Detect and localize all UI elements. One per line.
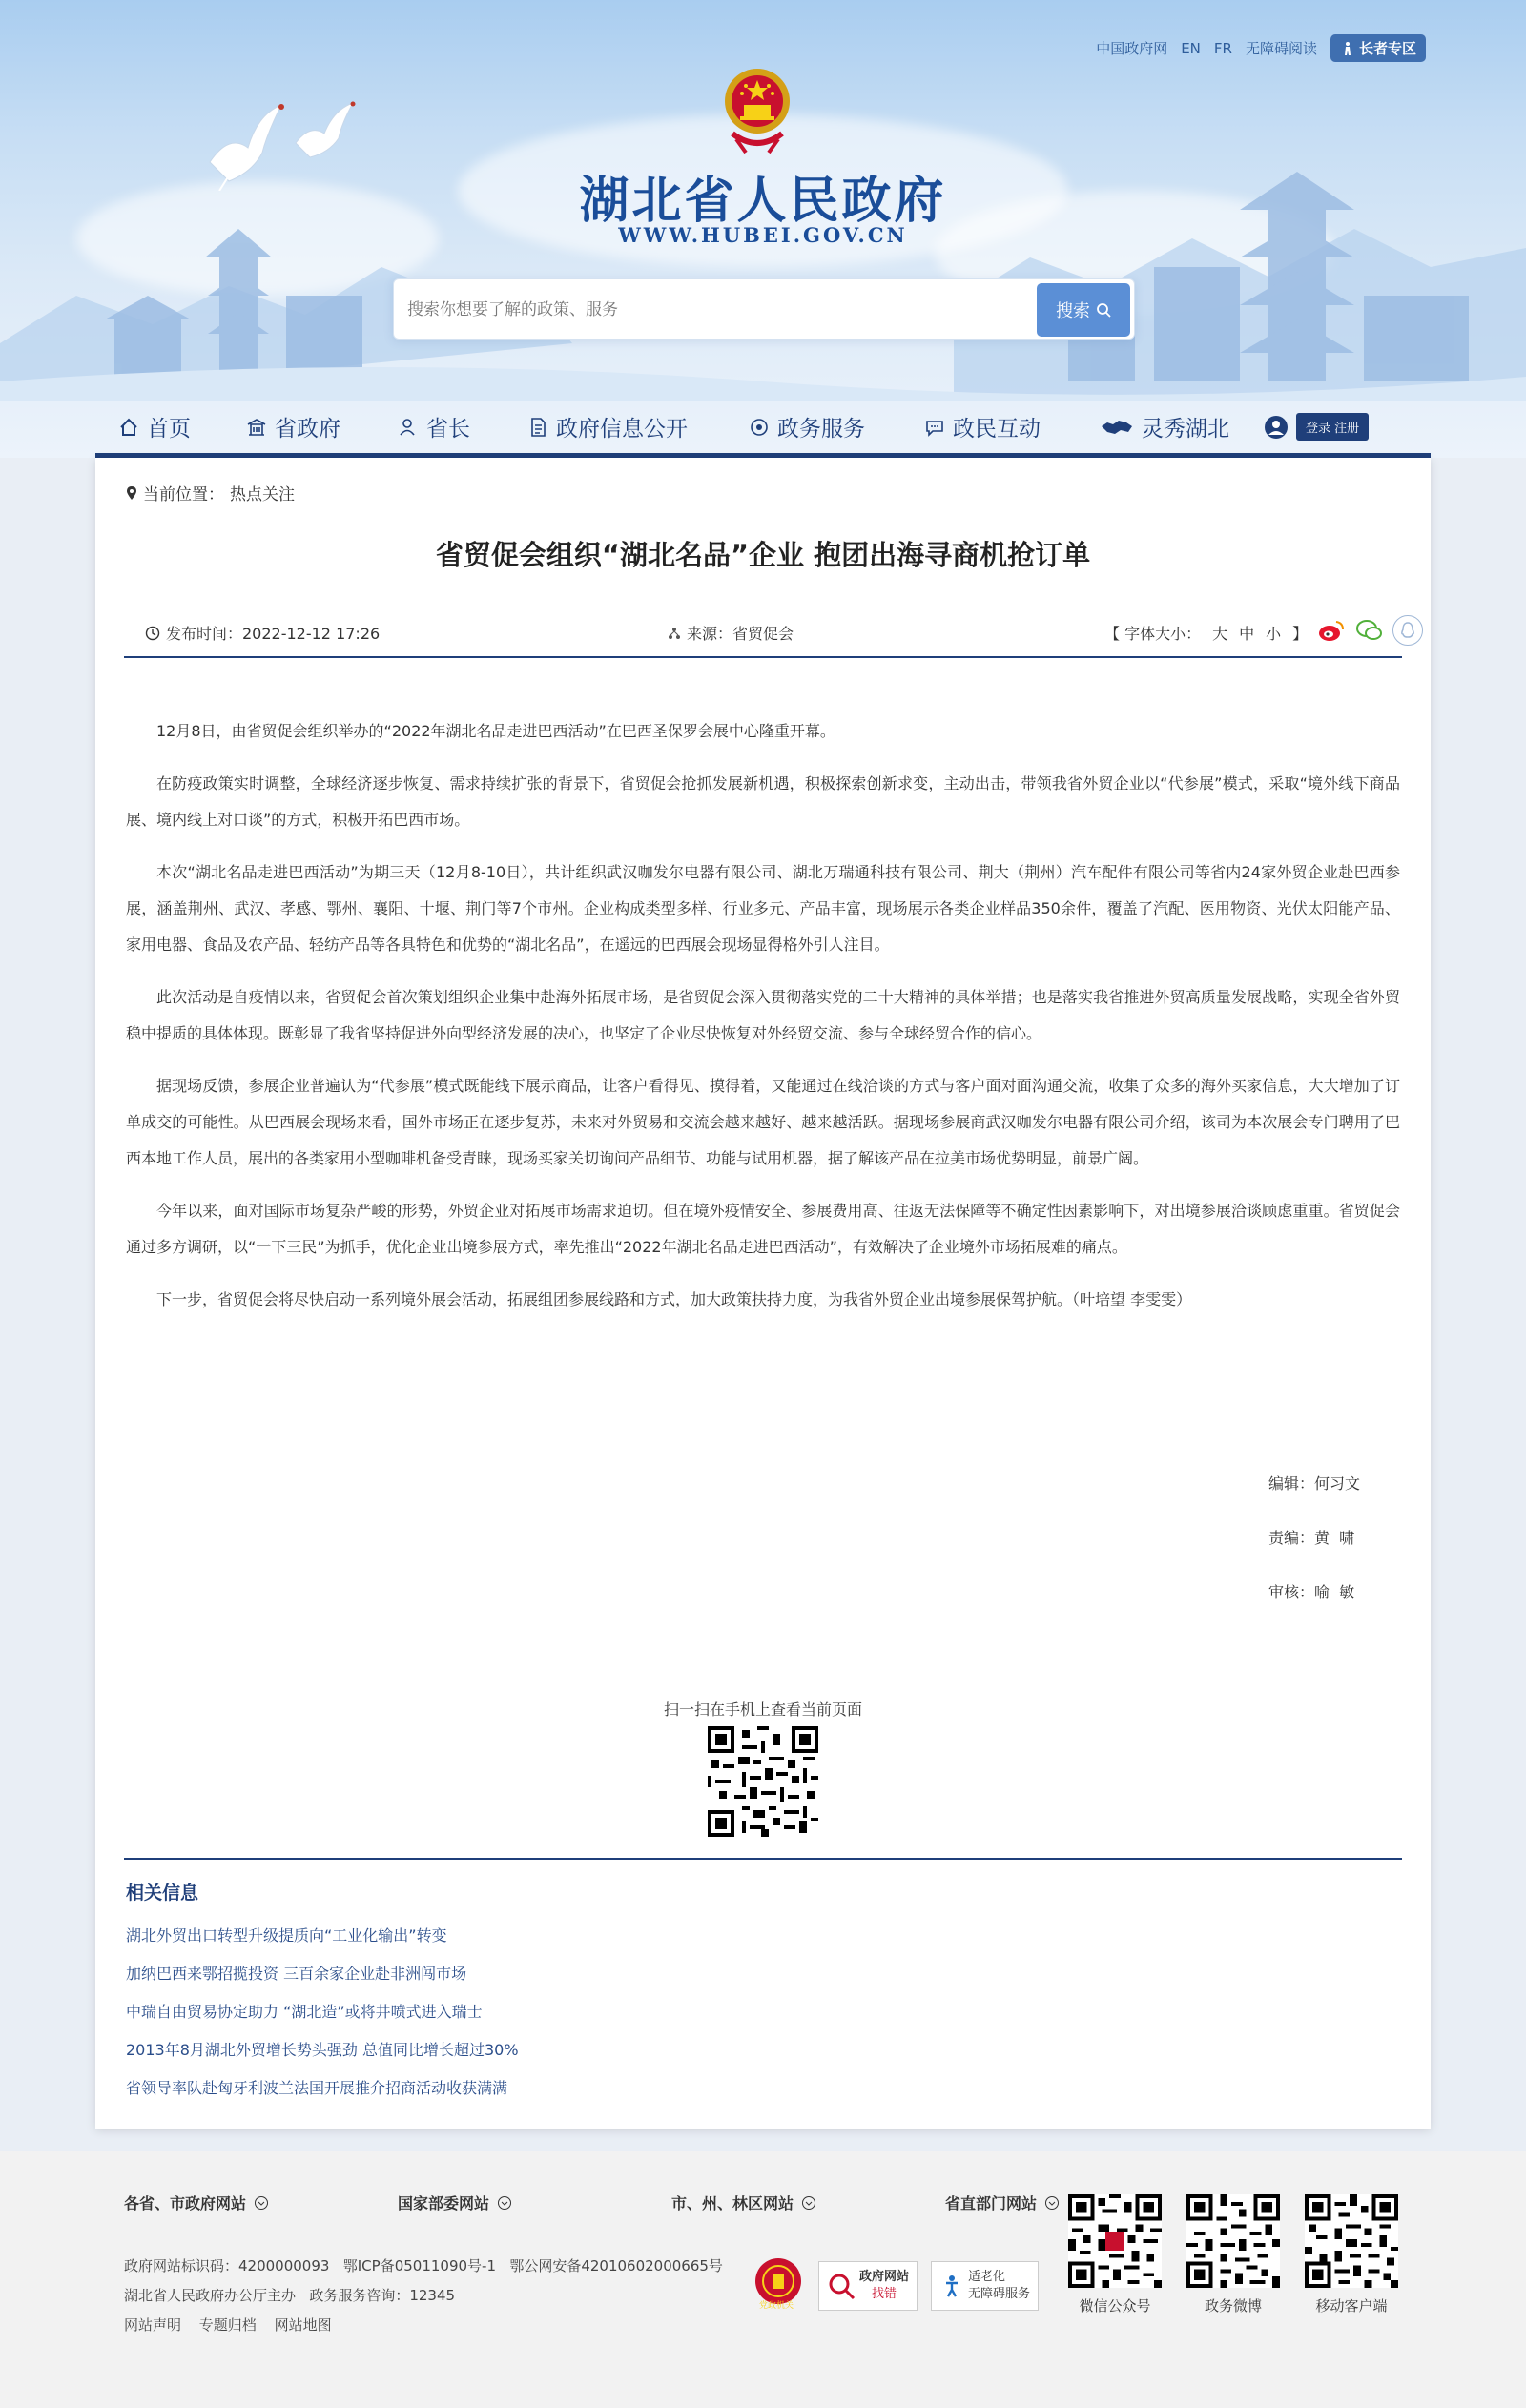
- search-icon: [1096, 302, 1111, 318]
- publish-time-text: 发布时间：2022-12-12 17:26: [166, 625, 381, 643]
- footer-link-label: 市、州、林区网站: [671, 2194, 794, 2212]
- topic-archive-link[interactable]: 专题归档: [198, 2316, 257, 2334]
- page-qr-code: [708, 1726, 818, 1837]
- document-icon: [527, 417, 548, 438]
- nav-item-label: 省长: [426, 417, 470, 442]
- login-area: [1264, 413, 1369, 441]
- home-icon: [118, 417, 139, 438]
- french-link[interactable]: FR: [1213, 39, 1232, 57]
- nav-item-label: 首页: [147, 417, 191, 442]
- gov-site-link[interactable]: 中国政府网: [1096, 40, 1168, 57]
- accessible-reading-link[interactable]: 无障碍阅读: [1245, 40, 1317, 57]
- font-size-label: 【 字体大小：: [1104, 625, 1202, 643]
- footer-link-label: 省直部门网站: [945, 2194, 1038, 2212]
- breadcrumb: [126, 481, 295, 504]
- main-nav: [95, 401, 1431, 458]
- footer-link-label: 国家部委网站: [398, 2194, 490, 2212]
- elder-icon: [1340, 41, 1355, 56]
- footer-info-line-2: [124, 2281, 723, 2311]
- elder-zone-button[interactable]: [1330, 34, 1426, 62]
- font-size-large-button[interactable]: 大: [1212, 625, 1228, 643]
- nav-item-home[interactable]: [118, 411, 191, 442]
- chat-icon: [924, 417, 945, 438]
- article-source: [668, 622, 794, 644]
- article-paragraph: 此次活动是自疫情以来，省贸促会首次策划组织企业集中赴海外拓展市场，是省贸促会深入贯彻落实党的二十大精神的具体举措；也是落实我省推进外贸高质量发展战略，实现全省外贸稳中提质的具体体现。既彰显了我省坚持促进外向型经济发展的决心，也坚定了企业尽快恢复对外经贸交流、参与全球经贸合作的信心。: [126, 988, 1400, 1042]
- footer-link-label: 各省、市政府网站: [124, 2194, 247, 2212]
- police-record[interactable]: 鄂公网安备42010602000665号: [509, 2257, 723, 2274]
- nav-item-province-gov[interactable]: [246, 411, 340, 442]
- related-link[interactable]: 湖北外贸出口转型升级提质向“工业化输出”转变: [126, 1926, 447, 1945]
- search-input[interactable]: [407, 289, 1018, 331]
- article-paragraph: 据现场反馈，参展企业普遍认为“代参展”模式既能线下展示商品，让客户看得见、摸得着，又能通过在线洽谈的方式与客户面对面沟通交流，收集了众多的海外买家信息，大大增加了订单成交的可能性。从巴西展会现场来看，国外市场正在逐步复苏，未来对外贸易和交流会越来越好、越来越活跃。据现场参展商武汉咖发尔电器有限公司介绍，该司为本次展会专门聘用了巴西本地工作人员，展出的各类家用小型咖啡机备受青睐，现场买家关切询问产品细节、功能与试用机器，据了解该产品在拉美市场优势明显，前景广阔。: [126, 1077, 1400, 1167]
- wechat-qr[interactable]: [1068, 2194, 1162, 2315]
- article-paragraph: 下一步，省贸促会将尽快启动一系列境外展会活动，拓展组团参展线路和方式，加大政策扶持力度，为我省外贸企业出境参展保驾护航。（叶培望 李雯雯）: [156, 1290, 1192, 1308]
- breadcrumb-prefix: 当前位置：: [143, 485, 224, 504]
- nav-item-interaction[interactable]: [924, 411, 1041, 442]
- weibo-qr-code: [1186, 2194, 1280, 2288]
- related-link[interactable]: 加纳巴西来鄂招揽投资 三百余家企业赴非洲闯市场: [126, 1965, 467, 1983]
- mobile-app-qr[interactable]: [1305, 2194, 1398, 2315]
- footer-link-ministries[interactable]: [398, 2192, 671, 2213]
- nav-item-label: 政民互动: [953, 417, 1041, 442]
- wechat-qr-code: [1068, 2194, 1162, 2288]
- article-card: [95, 458, 1431, 2129]
- article-title: 省贸促会组织“湖北名品”企业 抱团出海寻商机抢订单: [435, 539, 1091, 571]
- share-buttons: [1316, 615, 1423, 646]
- chevron-down-circle-icon: [254, 2195, 269, 2211]
- font-size-small-button[interactable]: 小: [1266, 625, 1282, 643]
- article-body: [126, 713, 1400, 1334]
- breadcrumb-current[interactable]: 热点关注: [230, 485, 295, 504]
- weibo-share-button[interactable]: [1316, 615, 1347, 646]
- weibo-icon: [1317, 618, 1346, 643]
- service-hotline: 政务服务咨询：12345: [309, 2287, 456, 2304]
- nav-item-label: 省政府: [275, 417, 340, 442]
- qr-caption: 扫一扫在手机上查看当前页面: [663, 1700, 862, 1719]
- chevron-down-circle-icon: [497, 2195, 512, 2211]
- qq-icon: [1399, 621, 1416, 640]
- nav-item-label: 政府信息公开: [556, 417, 688, 442]
- weibo-qr-label: 政务微博: [1204, 2297, 1262, 2315]
- chevron-down-circle-icon: [1044, 2195, 1060, 2211]
- accessibility-icon: [939, 2274, 964, 2298]
- icp-record[interactable]: 鄂ICP备05011090号-1: [342, 2257, 496, 2274]
- accessibility-badge-title: 适老化: [968, 2270, 1006, 2284]
- font-size-medium-button[interactable]: 中: [1239, 625, 1255, 643]
- wechat-share-button[interactable]: [1354, 615, 1385, 646]
- english-link[interactable]: EN: [1181, 39, 1201, 57]
- accessibility-badge[interactable]: [931, 2261, 1039, 2311]
- search-bar: [393, 278, 1135, 340]
- elder-zone-label: 长者专区: [1358, 40, 1416, 57]
- wechat-qr-label: 微信公众号: [1079, 2297, 1151, 2315]
- clock-icon: [145, 626, 160, 641]
- location-pin-icon: [126, 485, 137, 501]
- site-url: WWW.HUBEI.GOV.CN: [618, 223, 908, 247]
- accessibility-badge-sub: 无障碍服务: [968, 2287, 1031, 2301]
- wechat-icon: [1355, 618, 1384, 643]
- nav-item-gov-info[interactable]: [527, 411, 688, 442]
- article-meta-bar: [124, 607, 1402, 658]
- login-register-button[interactable]: 登录 注册: [1296, 413, 1369, 441]
- font-size-control: [1104, 622, 1308, 644]
- chevron-down-circle-icon: [801, 2195, 816, 2211]
- hubei-map-icon: [1100, 417, 1134, 438]
- related-info-list: [126, 1917, 519, 2108]
- error-badge-title: 政府网站: [859, 2270, 910, 2284]
- nav-item-label: 政务服务: [777, 417, 865, 442]
- article-paragraph: 今年以来，面对国际市场复杂严峻的形势，外贸企业对拓展市场需求迫切。但在境外疫情安全、参展费用高、往返无法保障等不确定性因素影响下，对出境参展洽谈顾虑重重。省贸促会通过多方调研，以“一下三民”为抓手，优化企业出境参展方式，率先推出“2022年湖北名品走进巴西活动”，有效解决了企业境外市场拓展难的痛点。: [126, 1202, 1400, 1256]
- nav-item-lingxiu-hubei[interactable]: [1100, 411, 1229, 442]
- responsible-editor-credit: 责编：黄 啸: [1268, 1529, 1355, 1547]
- publish-time: [145, 622, 380, 644]
- editor-credit: 编辑：何习文: [1268, 1474, 1361, 1492]
- related-link[interactable]: 2013年8月湖北外贸增长势头强劲 总值同比增长超过30%: [126, 2041, 519, 2059]
- top-links-bar: [1096, 34, 1426, 62]
- footer-badges: [753, 2256, 1039, 2315]
- national-emblem-icon: [723, 67, 792, 154]
- service-icon: [749, 417, 770, 438]
- site-host: 湖北省人民政府办公厅主办: [124, 2287, 297, 2304]
- site-title: 湖北省人民政府: [579, 172, 947, 230]
- nav-item-gov-service[interactable]: [749, 411, 865, 442]
- building-icon: [246, 417, 267, 438]
- source-icon: [668, 627, 681, 640]
- footer-info-line-3: [124, 2311, 723, 2340]
- sitemap-link[interactable]: 网站地图: [274, 2316, 332, 2334]
- article-paragraph: 在防疫政策实时调整，全球经济逐步恢复、需求持续扩张的背景下，省贸促会抢抓发展新机遇，积极探索创新求变，主动出击，带领我省外贸企业以“代参展”模式，采取“境外线下商品展、境内线上对口谈”的方式，积极开拓巴西市场。: [126, 774, 1400, 829]
- mobile-app-qr-code: [1305, 2194, 1398, 2288]
- footer-link-cities[interactable]: [671, 2192, 945, 2213]
- article-source-text: 来源：省贸促会: [687, 625, 794, 643]
- mobile-app-qr-label: 移动客户端: [1315, 2297, 1388, 2315]
- nav-item-label: 灵秀湖北: [1142, 417, 1229, 442]
- site-header: [0, 0, 1526, 458]
- site-footer: [0, 2151, 1526, 2408]
- site-statement-link[interactable]: 网站声明: [124, 2316, 182, 2334]
- party-gov-badge[interactable]: [753, 2256, 805, 2315]
- article-paragraph: 本次“湖北名品走进巴西活动”为期三天（12月8-10日），共计组织武汉咖发尔电器有限公司、湖北万瑞通科技有限公司、荆大（荆州）汽车配件有限公司等省内24家外贸企业赴巴西参展，涵盖荆州、武汉、孝感、鄂州、襄阳、十堰、荆门等7个市州。企业构成类型多样、行业多元、产品丰富，现场展示各类企业样品350余件，覆盖了汽配、医用物资、光伏太阳能产品、家用电器、食品及农产品、轻纺产品等各具特色和优势的“湖北名品”，在遥远的巴西展会现场显得格外引人注目。: [126, 863, 1400, 954]
- gov-site-error-badge[interactable]: [818, 2261, 918, 2311]
- error-badge-sub: 找错: [872, 2287, 897, 2301]
- person-icon: [398, 417, 419, 438]
- related-link[interactable]: 省领导率队赴匈牙利波兰法国开展推介招商活动收获满满: [126, 2079, 508, 2097]
- related-link[interactable]: 中瑞自由贸易协定助力 “湖北造”或将井喷式进入瑞士: [126, 2003, 483, 2021]
- reviewer-credit: 审核：喻 敏: [1268, 1583, 1355, 1601]
- user-avatar-icon: [1264, 415, 1289, 440]
- search-button[interactable]: [1037, 283, 1130, 337]
- footer-info-line-1: [124, 2252, 723, 2281]
- article-paragraph: 12月8日，由省贸促会组织举办的“2022年湖北名品走进巴西活动”在巴西圣保罗会展中心隆重开幕。: [156, 722, 835, 740]
- weibo-qr[interactable]: [1186, 2194, 1280, 2315]
- magnifier-error-icon: [827, 2272, 856, 2300]
- related-info-title: 相关信息: [126, 1883, 199, 1904]
- footer-link-provinces[interactable]: [124, 2192, 398, 2213]
- footer-site-links: [124, 2192, 1219, 2213]
- footer-qr-codes: [1068, 2194, 1398, 2315]
- search-button-label: 搜索: [1056, 301, 1090, 321]
- footer-info: [124, 2252, 723, 2340]
- nav-item-governor[interactable]: [398, 411, 470, 442]
- site-code: 政府网站标识码：4200000093: [124, 2257, 330, 2274]
- qq-share-button[interactable]: [1392, 615, 1423, 646]
- party-gov-badge-label: 党政机关: [759, 2301, 794, 2311]
- font-size-end: 】: [1292, 625, 1309, 643]
- related-divider: [124, 1858, 1402, 1860]
